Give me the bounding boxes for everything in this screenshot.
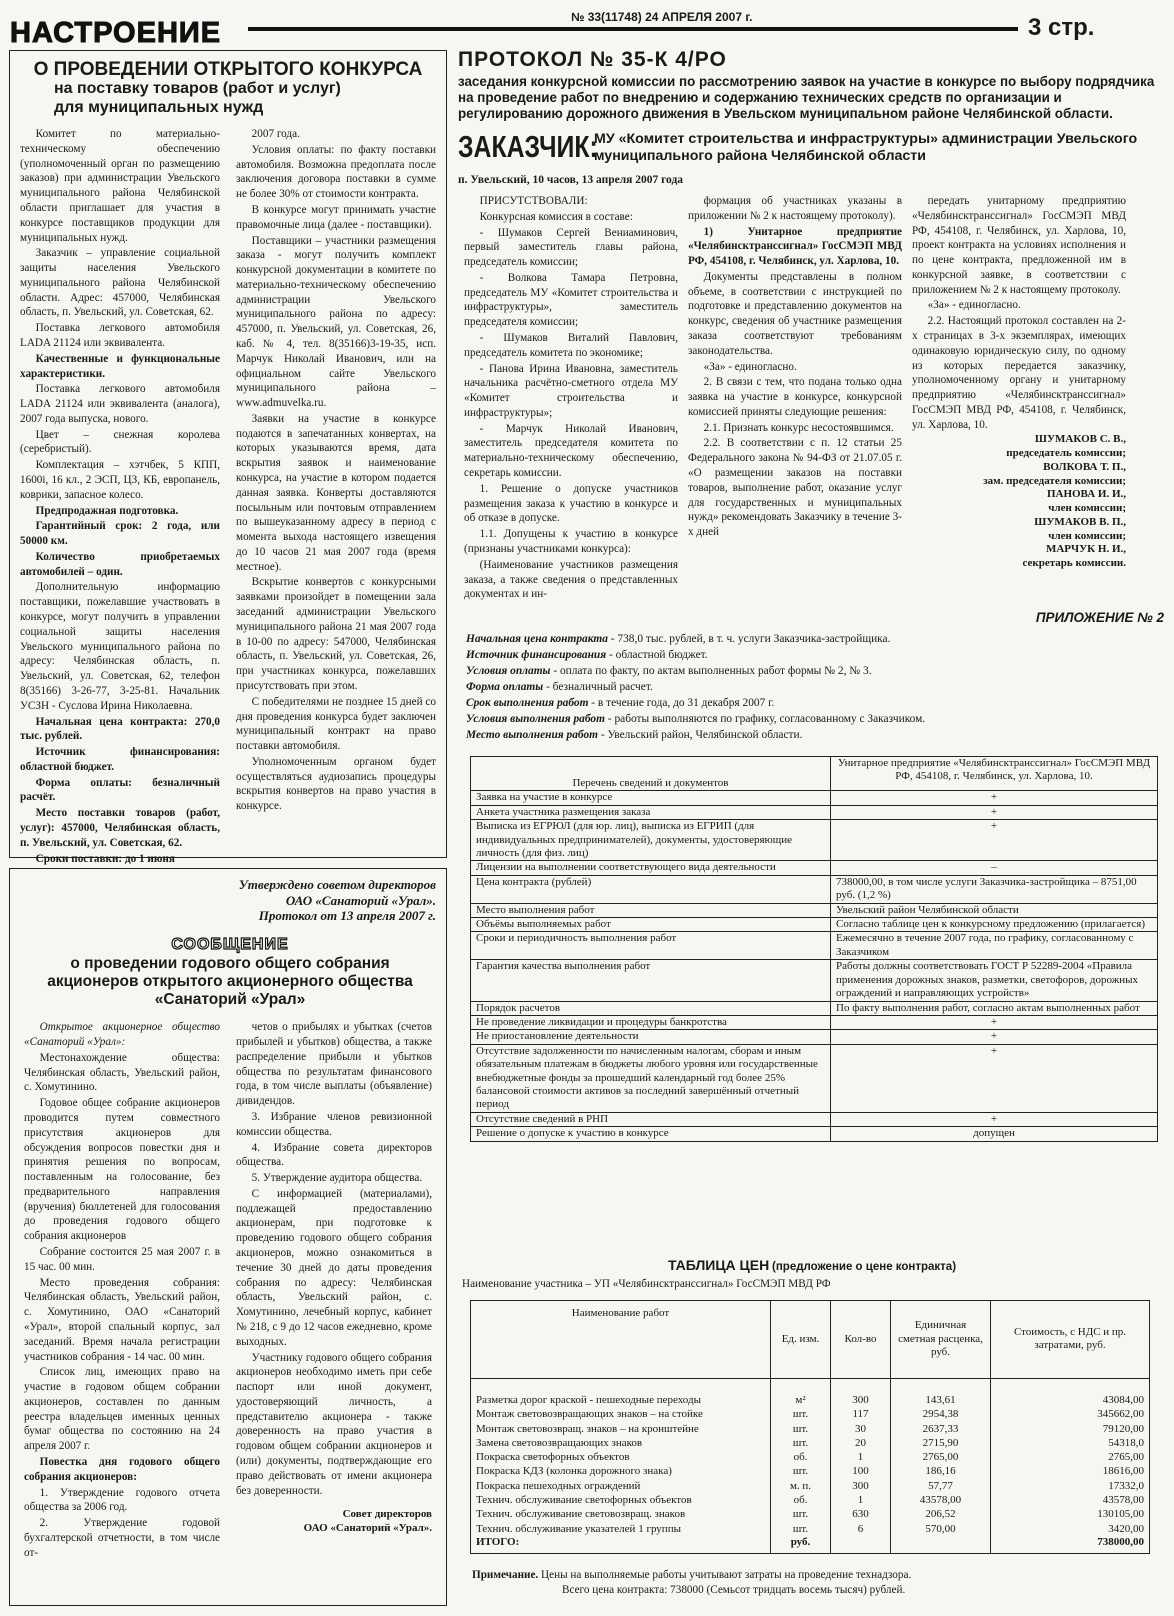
paragraph: - Шумаков Виталий Павлович, председатель комитета по экономике; — [464, 332, 678, 359]
contest-column-2 — [236, 127, 436, 867]
paragraph: Место поставки товаров (работ, услуг): 457000, Челябинская область, п. Увельский, ул. Советская, 62. — [20, 807, 220, 849]
price-header-cell: Кол-во — [831, 1300, 891, 1378]
meeting-column-2-wrap — [236, 1020, 432, 1561]
paragraph: С информацией (материалами), подлежащей предоставлению акционерам, при подготовке к проведению годового общего собрания акционеров, можно ознакомиться в течение 30 дней до даты проведения собрания по адресу: Челябинская область, Увельский район, с. Хомутинино, лечебный корпус, кабинет № 218, с 9 до 12 часов ежедневно, кроме выходных. — [236, 1187, 432, 1348]
price-header-cell: Стоимость, с НДС и пр. затратами, руб. — [991, 1300, 1150, 1378]
price-cell: шт. — [771, 1507, 831, 1521]
price-table-note: (предложение о цене контракта) — [772, 1261, 957, 1273]
paragraph: 1. Решение о допуске участников размещения заказа к участию в конкурсе и об отказе в допуске. — [464, 482, 678, 525]
paragraph: Поставка легкового автомобиля LADA 21124 или эквивалента (аналога), 2007 года выпуска, нового. — [20, 383, 220, 425]
signature-line: зам. председателя комиссии; — [983, 474, 1126, 487]
document-name: Сроки и периодичность выполнения работ — [471, 932, 831, 960]
table-row — [471, 1015, 1158, 1029]
price-cell: шт. — [771, 1464, 831, 1478]
paragraph: Поставка легкового автомобиля LADA 21124 или эквивалента. — [20, 322, 220, 349]
price-cell: 130105,00 — [991, 1507, 1150, 1521]
paragraph: Заказчик – управление социальной защиты населения Увельского муниципального района Челябинской области. Адрес: 457000, Челябинская область, п. Увельский, ул. Советская, 62. — [20, 247, 220, 319]
term-row — [466, 664, 1156, 680]
table-row — [471, 1479, 1150, 1493]
table-row — [471, 805, 1158, 819]
paragraph: Годовое общее собрание акционеров проводится путем совместного присутствия акционеров для обсуждения вопросов повестки дня и принятия решения по вопросам, поставленным на голосование, без предварительного направления (вручения) бюллетеней для голосования до проведения годового общего собрания акционеров — [24, 1097, 220, 1243]
table-row — [471, 1450, 1150, 1464]
price-cell: 2765,00 — [991, 1450, 1150, 1464]
document-name: Объёмы выполняемых работ — [471, 918, 831, 932]
note-text: Цены на выполняемые работы учитывают затраты на проведение технадзора. — [538, 1569, 912, 1582]
document-status: Работы должны соответствовать ГОСТ Р 52289-2004 «Правила применения дорожных знаков, разметки, светофоров, дорожных ограждений и направляющих устройств» — [831, 960, 1158, 1001]
term-key: Срок выполнения работ — [466, 696, 589, 709]
protocol-lead: заседания конкурсной комиссии по рассмотрению заявок на участие в конкурсе по выбору подрядчика на проведение работ по внедрению и содержанию технических средств по организации и регулированию дорожного движения в Увельском муниципальном районе Челябинской области. — [458, 73, 1155, 122]
paragraph: 1. Утверждение годового отчета общества за 2006 год. — [24, 1486, 220, 1514]
price-header-cell: Ед. изм. — [771, 1300, 831, 1378]
paragraph: «За» - единогласно. — [703, 360, 797, 373]
protocol — [458, 46, 1164, 627]
table-row — [471, 903, 1158, 917]
table-row — [471, 1507, 1150, 1521]
paragraph: 2.1. Признать конкурс несостоявшимся. — [703, 421, 894, 434]
price-cell: Монтаж световозвращ. знаков – на кронштейне — [471, 1422, 771, 1436]
protocol-signatures — [912, 433, 1126, 571]
paragraph: Форма оплаты: безналичный расчёт. — [20, 776, 220, 804]
paragraph: Количество приобретаемых автомобилей – один. — [20, 550, 220, 578]
document-name: Решение о допуске к участию в конкурсе — [471, 1127, 831, 1141]
documents-table-wrap — [470, 756, 1158, 1142]
price-cell: Замена световозвращающих знаков — [471, 1436, 771, 1450]
price-cell: Технич. обслуживание световозвращ. знаков — [471, 1507, 771, 1521]
total-value: 738000,00 — [991, 1536, 1150, 1554]
paragraph: 2. Утверждение годовой бухгалтерской отчетности, в том числе от- — [24, 1517, 220, 1559]
table-row — [471, 861, 1158, 875]
term-value: - в течение года, до 31 декабря 2007 г. — [588, 696, 775, 709]
price-cell: м. п. — [771, 1479, 831, 1493]
paragraph: 1.1. Допущены к участию в конкурсе (признаны участниками конкурса): — [464, 528, 678, 555]
price-cell: 300 — [831, 1378, 891, 1407]
document-status: + — [831, 1044, 1158, 1112]
paragraph: передать унитарному предприятию «Челябинсктранссигнал» ГосСМЭП МВД РФ, 454108, г. Челябинск, ул. Харлова, 10, проект контракта на условиях исполнения и по цене контракта, предложенной им в конкурсной заявке, в соответствии с приложением № 2 к настоящему протоколу. — [912, 194, 1126, 296]
price-cell: 30 — [831, 1422, 891, 1436]
page-number: 3 стр. — [1028, 14, 1095, 41]
price-cell: 54318,0 — [991, 1436, 1150, 1450]
price-cell: Технич. обслуживание указателей 1 группы — [471, 1522, 771, 1536]
paragraph: 4. Избрание совета директоров общества. — [236, 1141, 432, 1169]
paragraph: «За» - единогласно. — [927, 299, 1021, 312]
table-row — [471, 1407, 1150, 1421]
term-key: Источник финансирования — [466, 648, 607, 661]
price-cell: 2715,90 — [891, 1436, 991, 1450]
price-cell: 1 — [831, 1493, 891, 1507]
table-row — [471, 820, 1158, 861]
paragraph: - Шумаков Сергей Вениаминович, первый заместитель главы района, председатель комиссии; — [464, 226, 678, 269]
table-row — [471, 1001, 1158, 1015]
total-empty-1 — [831, 1536, 891, 1554]
approval-line-2: ОАО «Санаторий «Урал». — [285, 892, 436, 908]
protocol-column-1 — [464, 194, 678, 603]
price-cell: Разметка дорог краской - пешеходные переходы — [471, 1378, 771, 1407]
document-name: Заявка на участие в конкурсе — [471, 791, 831, 805]
price-cell: шт. — [771, 1407, 831, 1421]
paragraph: Открытое акционерное общество «Санаторий «Урал»: — [24, 1021, 220, 1049]
term-value: - областной бюджет. — [606, 648, 708, 661]
paragraph: 1) Унитарное предприятие «Челябинсктранссигнал» ГосСМЭП МВД РФ, 454108, г. Челябинск, ул. Харлова, 10. — [688, 225, 902, 268]
signature-line: член комиссии; — [1048, 502, 1126, 515]
price-table — [470, 1300, 1150, 1554]
total-label: ИТОГО: — [471, 1536, 771, 1554]
document-name: Гарантия качества выполнения работ — [471, 960, 831, 1001]
protocol-dateline: п. Увельский, 10 часов, 13 апреля 2007 года — [458, 173, 684, 186]
signature-line: МАРЧУК Н. И., — [1045, 543, 1126, 556]
price-cell: об. — [771, 1450, 831, 1464]
price-cell: м² — [771, 1378, 831, 1407]
meeting-signature-2: ОАО «Санаторий «Урал». — [303, 1522, 432, 1535]
paragraph: Заявки на участие в конкурсе подаются в запечатанных конвертах, на которых указываются время, дата вскрытия заявок и наименование конкурса, на участие в котором подается данная заявка. Конверты доставляются посыльным или почтовым отправлением по вышеуказанному адресу в период с момента выхода настоящего извещения до 10 часов 21 мая 2007 года (время местное). — [236, 412, 436, 573]
table-row — [471, 875, 1158, 903]
paragraph: Дополнительную информацию поставщики, пожелавшие участвовать в конкурсе, могут получить в управлении социальной защиты населения Увельского муниципального района по адресу: Челябинская область, п. Увельский, ул. Советская, 62, телефон 8(35166) 3-26-77, 3-25-81. Начальник УСЗН - Суслова Ирина Николаевна. — [20, 581, 220, 712]
paragraph: С победителями не позднее 15 дней со дня проведения конкурса будет заключен муниципальный контракт на право поставки автомобиля. — [236, 695, 436, 753]
documents-header-2: Унитарное предприятие «Челябинсктранссигнал» ГосСМЭП МВД РФ, 454108, г. Челябинск, ул. Харлова, 10. — [831, 757, 1158, 791]
paragraph: четов о прибылях и убытках (счетов прибылей и убытков) общества, а также распределение прибыли и убытков общества по результатам финансового года, в том числе выплаты (объявление) дивидендов. — [236, 1021, 432, 1108]
paragraph: Собрание состоится 25 мая 2007 г. в 15 час. 00 мин. — [24, 1246, 220, 1273]
header-rule — [248, 27, 1018, 31]
paragraph: 2.2. Настоящий протокол составлен на 2-х страницах в 3-х экземплярах, имеющих одинаковую юридическую силу, по одному из которых передается заказчику, уполномоченному органу и унитарному предприятию «Челябинсктранссигнал» ГосСМЭП МВД РФ, 454108, г. Челябинск, ул. Харлова, 10. — [912, 315, 1126, 431]
protocol-title: ПРОТОКОЛ № 35-К 4/РО — [458, 48, 727, 71]
total-empty-2 — [891, 1536, 991, 1554]
protocol-column-3 — [912, 194, 1126, 433]
paragraph: Качественные и функциональные характеристики. — [20, 352, 220, 380]
table-row — [471, 1044, 1158, 1112]
paragraph: Источник финансирования: областной бюджет. — [20, 746, 220, 773]
table-row — [471, 791, 1158, 805]
meeting-kicker: СООБЩЕНИЕ — [171, 935, 289, 953]
document-status: + — [831, 820, 1158, 861]
term-row — [466, 632, 1156, 648]
paragraph: Условия оплаты: по факту поставки автомобиля. Возможна предоплата после заключения договора поставки в сумме не более 30% от стоимости контракта. — [236, 143, 436, 201]
price-cell: 2765,00 — [891, 1450, 991, 1464]
price-section — [462, 1256, 1162, 1598]
document-status: Согласно таблице цен к конкурсному предложению (прилагается) — [831, 918, 1158, 932]
document-status: – — [831, 861, 1158, 875]
approval-line-3: Протокол от 13 апреля 2007 г. — [258, 908, 436, 924]
price-cell: об. — [771, 1493, 831, 1507]
paragraph: ПРИСУТСТВОВАЛИ: — [479, 194, 588, 207]
signature-line: ВОЛКОВА Т. П., — [1043, 460, 1126, 473]
price-cell: 630 — [831, 1507, 891, 1521]
documents-table — [470, 756, 1158, 1142]
paragraph: Уполномоченным органом будет осуществляться аудиозапись процедуры вскрытия конвертов на право участия в конкурсе. — [236, 755, 436, 813]
price-rows — [471, 1378, 1150, 1553]
contest-body — [20, 127, 436, 867]
table-row — [471, 1522, 1150, 1536]
document-name: Не приостановление деятельности — [471, 1030, 831, 1044]
paragraph: Предпродажная подготовка. — [35, 504, 179, 517]
contest-subtitle-2: для муниципальных нужд — [54, 98, 264, 116]
signature-line: ПАНОВА И. И., — [1046, 488, 1126, 501]
issue-label: № 33(11748) 24 АПРЕЛЯ 2007 г. — [565, 10, 758, 26]
paragraph: В конкурсе могут принимать участие правомочные лица (далее - поставщики). — [236, 203, 436, 231]
document-status: Ежемесячно в течение 2007 года, по графику, согласованному с Заказчиком — [831, 932, 1158, 960]
contest-subtitle-1: на поставку товаров (работ и услуг) — [54, 80, 341, 98]
document-name: Место выполнения работ — [471, 903, 831, 917]
price-cell: 117 — [831, 1407, 891, 1421]
price-cell: 6 — [831, 1522, 891, 1536]
document-name: Лицензии на выполнении соответствующего вида деятельности — [471, 861, 831, 875]
paragraph: Гарантийный срок: 2 года, или 50000 км. — [20, 520, 220, 548]
table-row — [471, 918, 1158, 932]
price-cell: Покраска светофорных объектов — [471, 1450, 771, 1464]
paragraph: - Панова Ирина Ивановна, заместитель начальника расчётно-сметного отдела МУ «Комитет строительства и инфраструктуры»; — [464, 362, 678, 419]
price-cell: шт. — [771, 1522, 831, 1536]
paragraph: 3. Избрание членов ревизионной комиссии общества. — [236, 1111, 432, 1138]
price-table-title: ТАБЛИЦА ЦЕН — [667, 1257, 770, 1273]
signature-line: секретарь комиссии. — [1022, 557, 1126, 570]
term-key: Форма оплаты — [466, 680, 544, 693]
paragraph: Начальная цена контракта: 270,0 тыс. рублей. — [20, 715, 220, 743]
price-cell: 186,16 — [891, 1464, 991, 1478]
price-cell: 17332,0 — [991, 1479, 1150, 1493]
term-key: Место выполнения работ — [466, 728, 598, 741]
price-cell: 57,77 — [891, 1479, 991, 1493]
price-cell: шт. — [771, 1436, 831, 1450]
price-cell: 79120,00 — [991, 1422, 1150, 1436]
paragraph: 2.2. В соответствии с п. 12 статьи 25 Федерального закона № 94-ФЗ от 21.07.05 г. «О размещении заказов на поставки товаров, выполнение работ, оказание услуг для государственных и муниципальных нужд» рекомендовать Заказчику в течение 3-х дней — [688, 437, 902, 539]
meeting-column-1 — [24, 1020, 220, 1561]
protocol-column-2 — [688, 194, 902, 603]
term-row — [466, 728, 1156, 744]
table-row — [471, 1493, 1150, 1507]
table-row — [471, 1436, 1150, 1450]
document-name: Отсутствие задолженности по начисленным налогам, сборам и иным обязательным платежам в бюджеты любого уровня или государственные внебюджетные фонды за прошедший календарный год более 25% балансовой стоимости активов за последний завершённый отчетный период — [471, 1044, 831, 1112]
term-row — [466, 712, 1156, 728]
meeting-title-3: «Санаторий «Урал» — [154, 990, 306, 1008]
customer-label: ЗАКАЗЧИК: — [458, 128, 598, 164]
document-status: + — [831, 1112, 1158, 1126]
signature-line: председатель комиссии; — [1006, 447, 1126, 460]
price-cell: 100 — [831, 1464, 891, 1478]
document-status: По факту выполнения работ, согласно актам выполненных работ — [831, 1001, 1158, 1015]
table-row — [471, 932, 1158, 960]
price-table-header — [471, 1300, 1150, 1378]
term-row — [466, 680, 1156, 696]
price-cell: 570,00 — [891, 1522, 991, 1536]
meeting-title-1: о проведении годового общего собрания — [70, 954, 390, 972]
document-name: Порядок расчетов — [471, 1001, 831, 1015]
price-cell: шт. — [771, 1422, 831, 1436]
term-row — [466, 648, 1156, 664]
paragraph: Список лиц, имеющих право на участие в годовом общем собрании акционеров, составлен по данным реестра владельцев именных ценных бумаг общества по состоянию на 24 апреля 2007 г. — [24, 1366, 220, 1453]
term-key: Условия выполнения работ — [466, 712, 605, 725]
price-cell: 1 — [831, 1450, 891, 1464]
signature-line: ШУМАКОВ С. В., — [1034, 433, 1126, 446]
table-row — [471, 1112, 1158, 1126]
total-unit: руб. — [771, 1536, 831, 1554]
document-name: Отсутствие сведений в РНП — [471, 1112, 831, 1126]
protocol-column-3-wrap — [912, 194, 1126, 603]
term-value: - 738,0 тыс. рублей, в т. ч. услуги Заказчика-застройщика. — [607, 633, 891, 645]
meeting-column-2 — [236, 1020, 432, 1498]
document-name: Не проведение ликвидации и процедуры банкротства — [471, 1015, 831, 1029]
paragraph: 2. В связи с тем, что подана только одна заявка на участие в конкурсе, конкурсной комиссией приняты следующие решения: — [688, 376, 902, 418]
paragraph: Цвет – снежная королева (серебристый). — [20, 428, 220, 456]
meeting-title-2: акционеров открытого акционерного общества — [47, 972, 413, 990]
documents-rows — [471, 791, 1158, 1141]
paragraph: Поставщики – участники размещения заказа - могут получить комплект конкурсной документации в комитете по материально-техническому обеспечению администрации Увельского муниципального района по адресу: 457000, п. Увельский, ул. Советская, 26, каб. № 4, тел. 8(35166)3-19-35, исп. Марчук Николай Иванович, или на официальном сайте Увельского муниципального района – www.admuvelka.ru. — [236, 234, 436, 410]
customer-line — [458, 128, 1164, 165]
paragraph: Комитет по материально-техническому обеспечению (уполномоченный орган по размещению заказов) при администрации Увельского муниципального района Челябинской области приглашает для участия в конкурсе поставщиков продукции для муниципальных нужд. — [20, 128, 220, 244]
price-cell: Покраска КДЗ (колонка дорожного знака) — [471, 1464, 771, 1478]
paragraph: Повестка дня годового общего собрания акционеров: — [24, 1455, 220, 1483]
price-cell: 43084,00 — [991, 1378, 1150, 1407]
participant-name: Наименование участника – УП «Челябинсктранссигнал» ГосСМЭП МВД РФ — [462, 1278, 831, 1291]
price-cell: 2954,38 — [891, 1407, 991, 1421]
signature-line: член комиссии; — [1048, 529, 1126, 542]
protocol-body — [464, 194, 1164, 603]
table-row — [471, 1127, 1158, 1141]
paragraph: - Марчук Николай Иванович, заместитель председателя комитета по материально-техническому обеспечению, секретарь комиссии. — [464, 422, 678, 480]
table-row — [471, 960, 1158, 1001]
appendix-label: ПРИЛОЖЕНИЕ № 2 — [1035, 610, 1164, 626]
contest-column-1 — [20, 127, 220, 867]
term-row — [466, 696, 1156, 712]
paragraph: Вскрытие конвертов с конкурсными заявками произойдет в помещении зала заседаний администрации Увельского муниципального района 21 мая 2007 года в 10-00 по адресу: 547000, Челябинская область, п. Увельский, ул. Советская, 26, при участниках конкурса, пожелавших присутствовать при этом. — [236, 576, 436, 692]
paragraph: (Наименование участников размещения заказа, а также сведения о представленных документах и ин- — [464, 558, 678, 601]
price-cell: Технич. обслуживание светофорных объектов — [471, 1493, 771, 1507]
table-row — [471, 1422, 1150, 1436]
document-name: Анкета участника размещения заказа — [471, 805, 831, 819]
term-value: - работы выполняются по графику, согласованному с Заказчиком. — [604, 712, 926, 725]
paragraph: Конкурсная комиссия в составе: — [479, 210, 633, 223]
paragraph: Место проведения собрания: Челябинская область, Увельский район, с. Хомутинино, ОАО «Санаторий «Урал», второй спальный корпус, зал заседаний. Время начала регистрации участников собрания - 14 час. 00 мин. — [24, 1276, 220, 1363]
document-status: + — [831, 805, 1158, 819]
paragraph: Комплектация – хэтчбек, 5 КПП, 1600i, 16 кл., 2 ЭСП, ЦЗ, КБ, европанель, коврики, запасное колесо. — [20, 459, 220, 501]
term-key: Начальная цена контракта — [466, 633, 608, 645]
table-row — [471, 1030, 1158, 1044]
note-total: Всего цена контракта: 738000 (Семьсот тридцать восемь тысяч) рублей. — [562, 1584, 906, 1597]
price-cell: 18616,00 — [991, 1464, 1150, 1478]
term-value: - Увельский район, Челябинской области. — [598, 728, 803, 741]
price-cell: 206,52 — [891, 1507, 991, 1521]
table-row — [471, 1464, 1150, 1478]
term-key: Условия оплаты — [466, 664, 551, 677]
price-cell: 43578,00 — [991, 1493, 1150, 1507]
contest-title: О ПРОВЕДЕНИИ ОТКРЫТОГО КОНКУРСА — [33, 59, 423, 80]
meeting-signature-1: Совет директоров — [342, 1508, 432, 1521]
document-status: Увельский район Челябинской области — [831, 903, 1158, 917]
document-status: + — [831, 791, 1158, 805]
paragraph: Сроки поставки: до 1 июня — [35, 852, 175, 865]
section-title: НАСТРОЕНИЕ — [10, 17, 222, 49]
signature-line: ШУМАКОВ В. П., — [1034, 515, 1126, 528]
price-cell: 20 — [831, 1436, 891, 1450]
document-name: Цена контракта (рублей) — [471, 875, 831, 903]
price-header-cell: Единичная сметная расценка, руб. — [891, 1300, 991, 1378]
document-name: Выписка из ЕГРЮЛ (для юр. лиц), выписка из ЕГРИП (для индивидуальных предпринимателей), документы, удостоверяющие личность (для физ. лиц) — [471, 820, 831, 861]
price-cell: 2637,33 — [891, 1422, 991, 1436]
price-cell: Монтаж световозвращающих знаков – на стойке — [471, 1407, 771, 1421]
paragraph: Местонахождение общества: Челябинская область, Увельский район, с. Хомутинино. — [24, 1051, 220, 1094]
price-cell: 345662,00 — [991, 1407, 1150, 1421]
documents-header-1: Перечень сведений и документов — [471, 757, 831, 791]
meeting-body — [24, 1020, 436, 1561]
price-cell: Покраска пешеходных ограждений — [471, 1479, 771, 1493]
price-cell: 3420,00 — [991, 1522, 1150, 1536]
paragraph: Участнику годового общего собрания акционеров необходимо иметь при себе паспорт или иной документ, удостоверяющий личность, а представителю акционера - также доверенность на право участия в годовом общем собрании акционеров и (или) документы, подтверждающие его право действовать от имени акционера без доверенности. — [236, 1351, 432, 1497]
term-value: - безналичный расчет. — [543, 680, 653, 693]
contest-notice — [9, 50, 447, 865]
document-status: 738000,00, в том числе услуги Заказчика-застройщика – 8751,00 руб. (1,2 %) — [831, 875, 1158, 903]
approval-line-1: Утверждено советом директоров — [238, 877, 436, 892]
paragraph: формация об участниках указаны в приложении № 2 к настоящему протоколу). — [688, 194, 902, 222]
price-header-cell: Наименование работ — [471, 1300, 771, 1378]
document-status: + — [831, 1015, 1158, 1029]
price-cell: 43578,00 — [891, 1493, 991, 1507]
meeting-notice — [9, 868, 447, 1606]
paragraph: 2007 года. — [251, 128, 300, 141]
price-cell: 143,61 — [891, 1378, 991, 1407]
document-status: + — [831, 1030, 1158, 1044]
term-value: - оплата по факту, по актам выполненных работ формы № 2, № 3. — [550, 664, 872, 677]
paragraph: 5. Утверждение аудитора общества. — [251, 1172, 423, 1185]
table-row — [471, 1378, 1150, 1407]
contract-terms — [466, 632, 1156, 744]
document-status: допущен — [831, 1127, 1158, 1141]
customer-name: МУ «Комитет строительства и инфраструктуры» администрации Увельского муниципального района Челябинской области — [594, 130, 1138, 164]
total-row — [471, 1536, 1150, 1554]
paragraph: Документы представлены в полном объеме, в соответствии с инструкцией по подготовке и представлению документов на конкурс, сведения об участнике размещения заказа соответствуют требованиям законодательства. — [688, 270, 902, 357]
price-cell: 300 — [831, 1479, 891, 1493]
note-label: Примечание. — [472, 1569, 539, 1582]
paragraph: - Волкова Тамара Петровна, председатель МУ «Комитет строительства и инфраструктуры», заместитель председателя комиссии; — [464, 271, 678, 329]
